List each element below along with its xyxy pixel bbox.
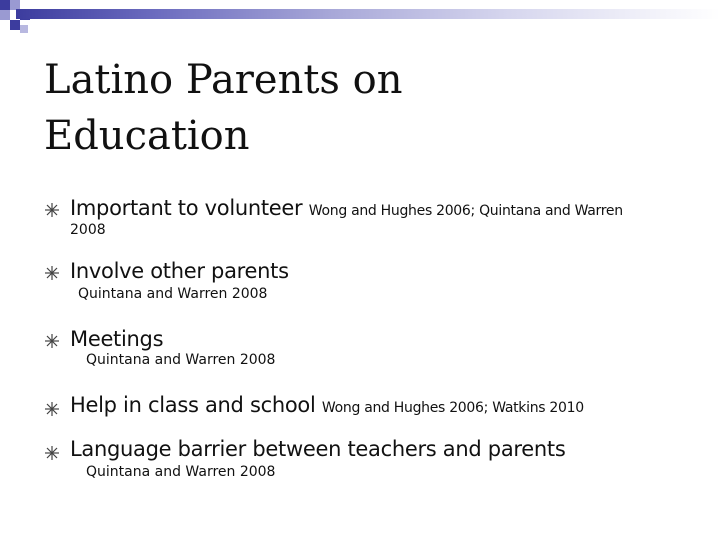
- snowflake-bullet-icon: [44, 202, 60, 218]
- snowflake-bullet-icon: [44, 401, 60, 417]
- bullet-item-3: Meetings: [70, 327, 164, 351]
- bullet-item-5: Language barrier between teachers and parents: [70, 437, 566, 461]
- snowflake-bullet-icon: [44, 265, 60, 281]
- bullet-item-1: [70, 196, 623, 220]
- bullet-citation: Quintana and Warren 2008: [86, 464, 276, 480]
- snowflake-bullet-icon: [44, 445, 60, 461]
- bullet-citation: Quintana and Warren 2008: [86, 352, 276, 368]
- title-line-2: Education: [44, 113, 250, 159]
- bullet-text: Help in class and school: [70, 393, 316, 417]
- bullet-citation: Wong and Hughes 2006; Quintana and Warren: [308, 203, 623, 219]
- title-line-1: Latino Parents on: [44, 57, 403, 103]
- bullet-citation: Quintana and Warren 2008: [78, 286, 268, 302]
- bullet-text: Important to volunteer: [70, 196, 303, 220]
- snowflake-bullet-icon: [44, 333, 60, 349]
- slide-title: [44, 52, 403, 164]
- bullet-citation: Wong and Hughes 2006; Watkins 2010: [321, 400, 584, 416]
- bullet-item-2: Involve other parents: [70, 259, 289, 283]
- bullet-item-4: [70, 393, 584, 417]
- header-gradient-bar: [16, 9, 720, 19]
- bullet-citation-continued: 2008: [70, 222, 106, 238]
